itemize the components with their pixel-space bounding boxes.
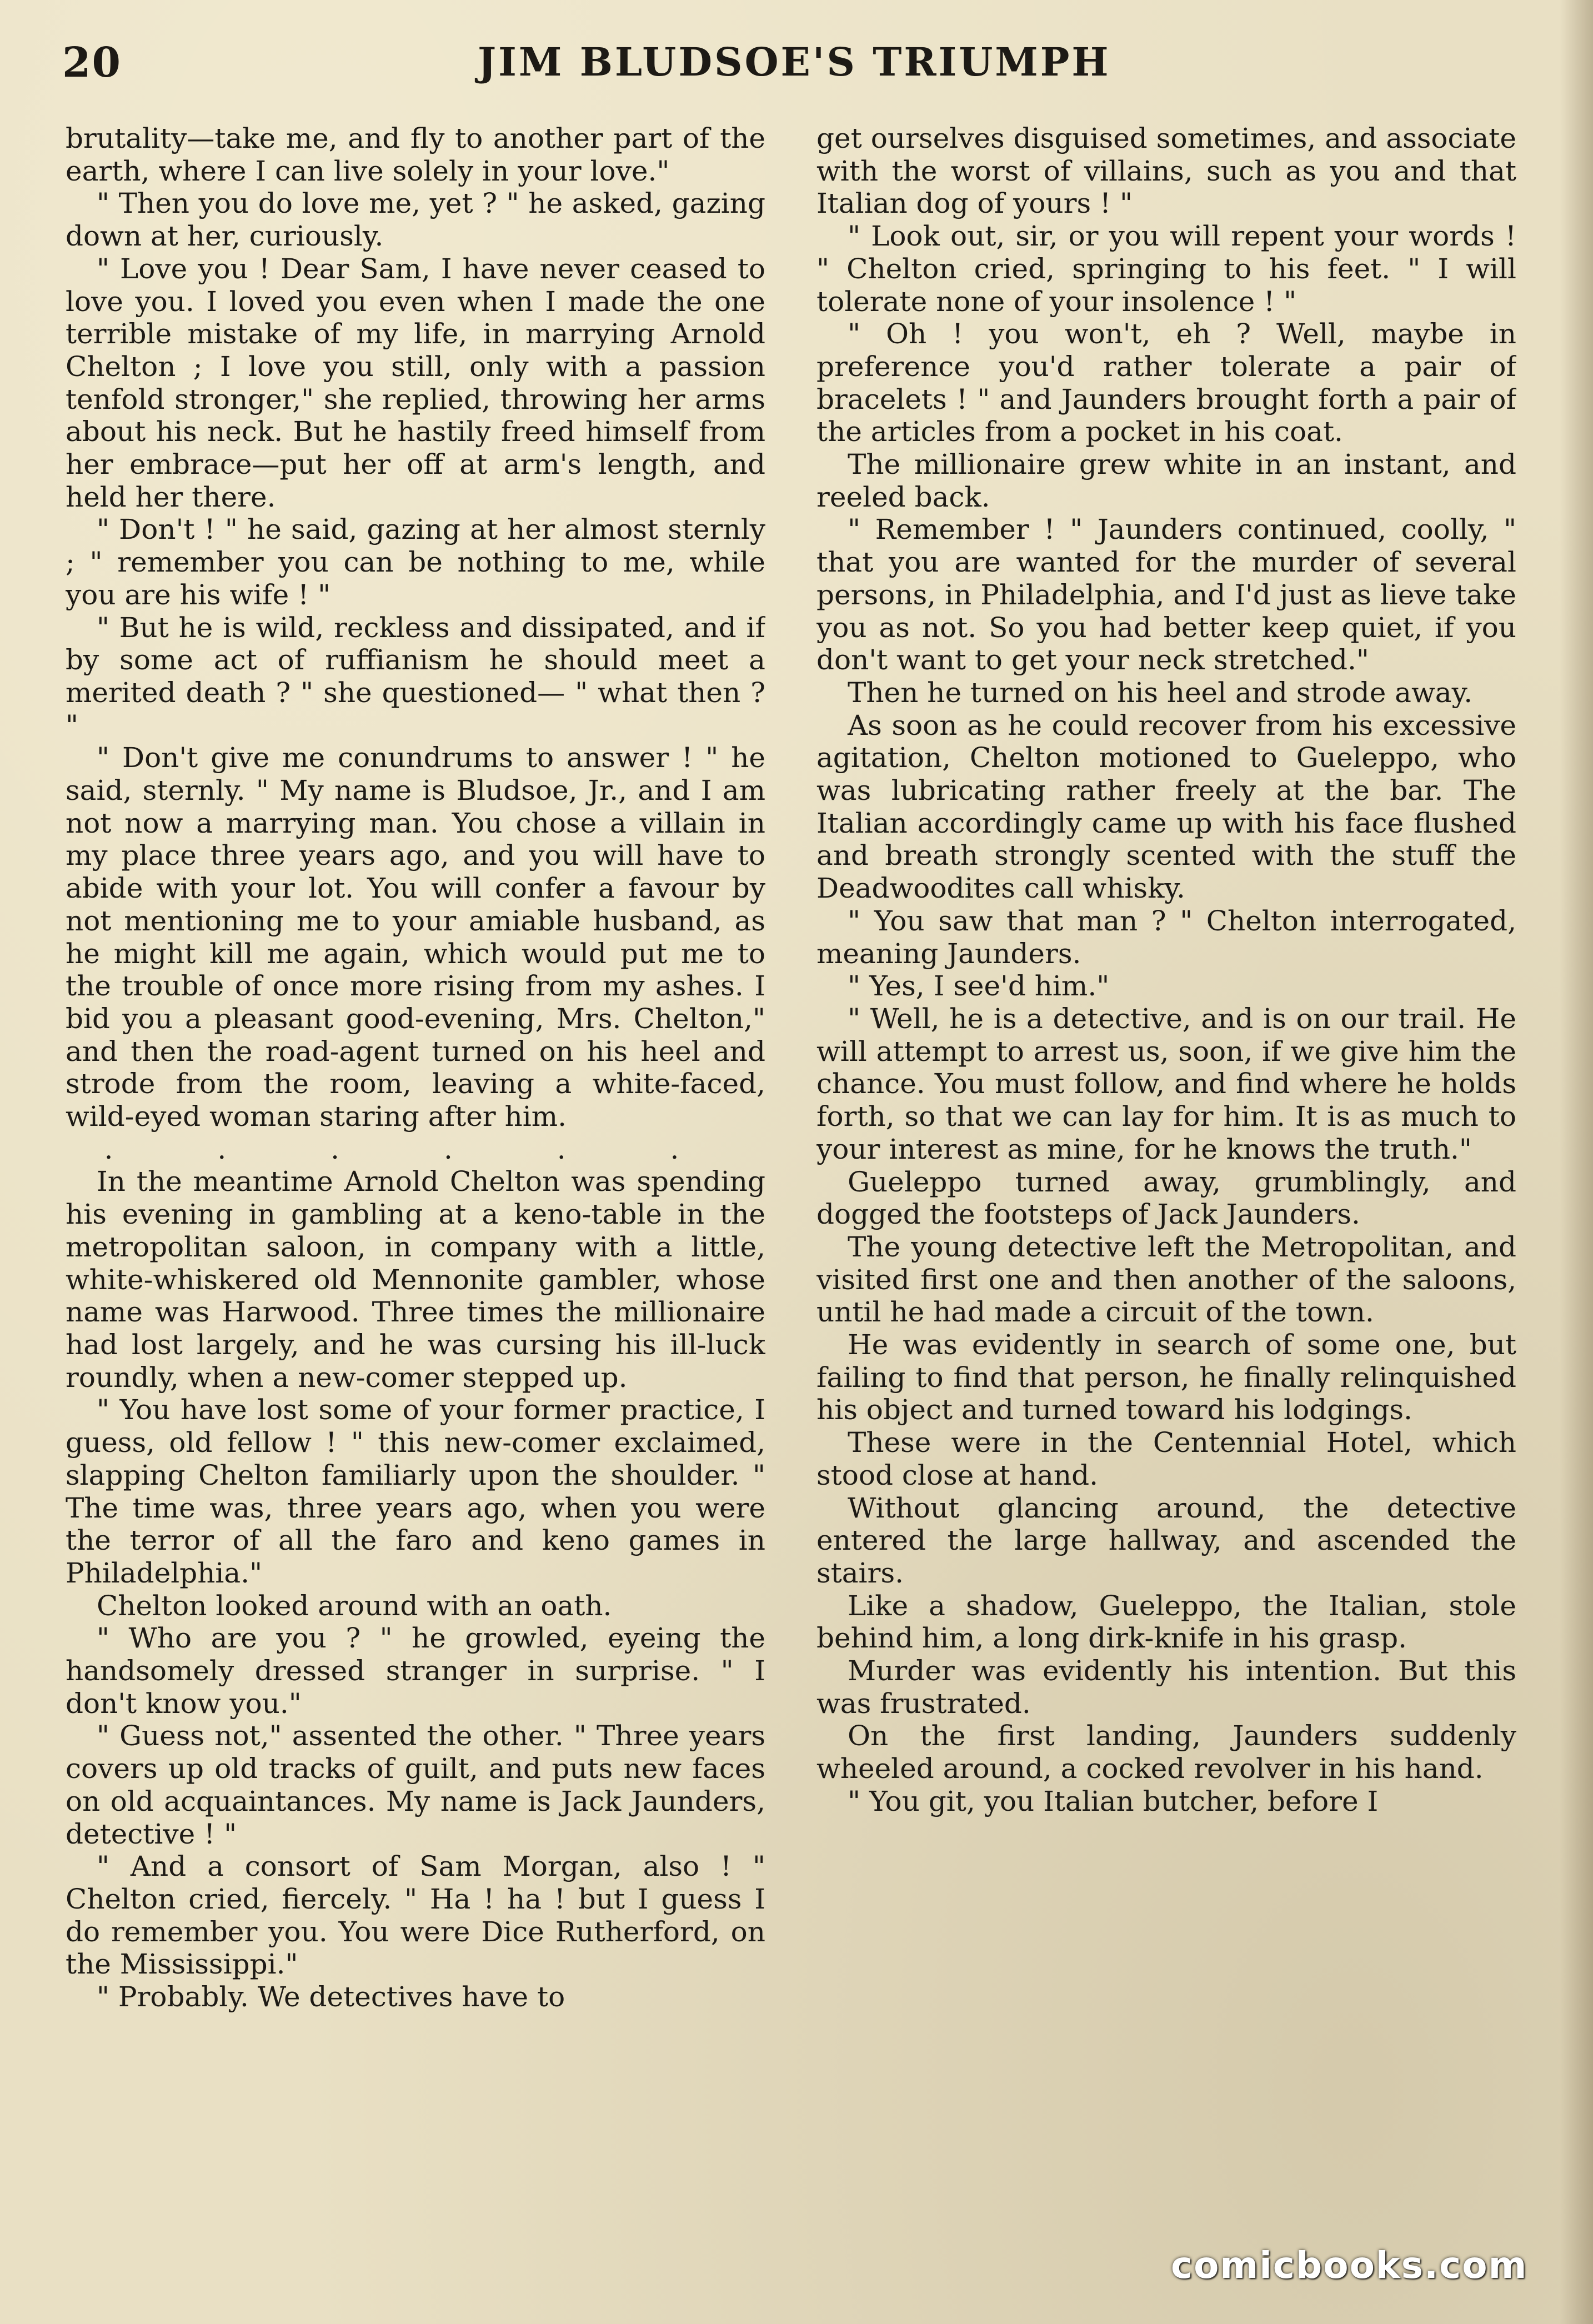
paragraph: " You saw that man ? " Chelton interrogated, meaning Jaunders.	[816, 904, 1516, 970]
paragraph: Then he turned on his heel and strode away.	[848, 676, 1473, 709]
paragraph: He was evidently in search of some one, but failing to find that person, he finally relinquished his object and turned toward his lodgings.	[816, 1329, 1516, 1426]
paragraph: Murder was evidently his intention. But this was frustrated.	[816, 1655, 1516, 1720]
paragraph: The millionaire grew white in an instant, and reeled back.	[816, 448, 1516, 513]
paragraph: " You have lost some of your former practice, I guess, old fellow ! " this new-comer exclaimed, slapping Chelton familiarly upon the shoulder. " The time was, three years ago, when you were the terror of all the faro and keno games in Philadelphia."	[66, 1394, 765, 1589]
paragraph: " Don't ! " he said, gazing at her almost sternly ; " remember you can be nothing to me, while you are his wife ! "	[66, 513, 765, 611]
paragraph: brutality—take me, and fly to another part of the earth, where I can live solely in your love."	[66, 122, 765, 187]
page-number: 20	[62, 39, 122, 87]
paragraph: " Don't give me conundrums to answer ! " he said, sternly. " My name is Bludsoe, Jr., and I am not now a marrying man. You chose a villain in my place three years ago, and you will have to abide with your lot. You will confer a favour by not mentioning me to your amiable husband, as he might kill me again, which would put me to the trouble of once more rising from my ashes. I bid you a pleasant good-evening, Mrs. Chelton," and then the road-agent turned on his heel and strode from the room, leaving a white-faced, wild-eyed woman staring after him.	[66, 742, 765, 1133]
paragraph: Chelton looked around with an oath.	[97, 1589, 612, 1622]
paragraph: " Probably. We detectives have to	[97, 1981, 565, 2014]
paragraph: " Who are you ? " he growled, eyeing the handsomely dressed stranger in surprise. " I don't know you."	[66, 1622, 765, 1720]
page-edge-shadow	[1560, 0, 1593, 2324]
paragraph: Gueleppo turned away, grumblingly, and dogged the footsteps of Jack Jaunders.	[816, 1165, 1516, 1231]
left-text-column	[66, 122, 765, 2211]
paragraph: " But he is wild, reckless and dissipated, and if by some act of ruffianism he should meet a merited death ? " she questioned— " what then ? "	[66, 611, 765, 742]
paragraph: " Then you do love me, yet ? " he asked, gazing down at her, curiously.	[66, 187, 765, 253]
section-break-dots: . . . . . .	[104, 1133, 727, 1165]
paragraph: " Look out, sir, or you will repent your words ! " Chelton cried, springing to his feet. " I will tolerate none of your insolence ! "	[816, 220, 1516, 318]
paragraph: Like a shadow, Gueleppo, the Italian, stole behind him, a long dirk-knife in his grasp.	[816, 1589, 1516, 1655]
right-text-column	[816, 122, 1516, 2211]
paragraph: " Love you ! Dear Sam, I have never ceased to love you. I loved you even when I made the one terrible mistake of my life, in marrying Arnold Chelton ; I love you still, only with a passion tenfold stronger," she replied, throwing her arms about his neck. But he hastily freed himself from her embrace—put her off at arm's length, and held her there.	[66, 252, 765, 513]
paragraph: " Well, he is a detective, and is on our trail. He will attempt to arrest us, soon, if we give him the chance. You must follow, and find where he holds forth, so that we can lay for him. It is as much to your interest as mine, for he knows the truth."	[816, 1002, 1516, 1165]
paragraph: The young detective left the Metropolitan, and visited first one and then another of the saloons, until he had made a circuit of the town.	[816, 1230, 1516, 1329]
paragraph: In the meantime Arnold Chelton was spending his evening in gambling at a keno-table in the metropolitan saloon, in company with a little, white-whiskered old Mennonite gambler, whose name was Harwood. Three times the millionaire had lost largely, and he was cursing his ill-luck roundly, when a new-comer stepped up.	[66, 1165, 765, 1394]
paragraph: " Yes, I see'd him."	[848, 970, 1110, 1003]
paragraph: " Oh ! you won't, eh ? Well, maybe in preference you'd rather tolerate a pair of bracelets ! " and Jaunders brought forth a pair of the articles from a pocket in his coat.	[816, 318, 1516, 448]
paragraph: On the first landing, Jaunders suddenly wheeled around, a cocked revolver in his hand.	[816, 1720, 1516, 1785]
running-head-title: JIM BLUDSOE'S TRIUMPH	[478, 39, 1111, 85]
watermark-text: comicbooks.com	[1171, 2244, 1528, 2287]
paragraph: Without glancing around, the detective entered the large hallway, and ascended the stairs.	[816, 1491, 1516, 1589]
paragraph: " Remember ! " Jaunders continued, coolly, " that you are wanted for the murder of several persons, in Philadelphia, and I'd just as lieve take you as not. So you had better keep quiet, if you don't want to get your neck stretched."	[816, 513, 1516, 677]
paragraph: As soon as he could recover from his excessive agitation, Chelton motioned to Gueleppo, who was lubricating rather freely at the bar. The Italian accordingly came up with his face flushed and breath strongly scented with the stuff the Deadwoodites call whisky.	[816, 709, 1516, 905]
paragraph: " And a consort of Sam Morgan, also ! " Chelton cried, fiercely. " Ha ! ha ! but I guess I do remember you. You were Dice Rutherford, on the Mississippi."	[66, 1850, 765, 1981]
paragraph: These were in the Centennial Hotel, which stood close at hand.	[816, 1426, 1516, 1491]
paragraph: " You git, you Italian butcher, before I	[848, 1785, 1379, 1817]
paragraph: get ourselves disguised sometimes, and associate with the worst of villains, such as you and that Italian dog of yours ! "	[816, 122, 1516, 220]
paragraph: " Guess not," assented the other. " Three years covers up old tracks of guilt, and puts new faces on old acquaintances. My name is Jack Jaunders, detective ! "	[66, 1720, 765, 1850]
